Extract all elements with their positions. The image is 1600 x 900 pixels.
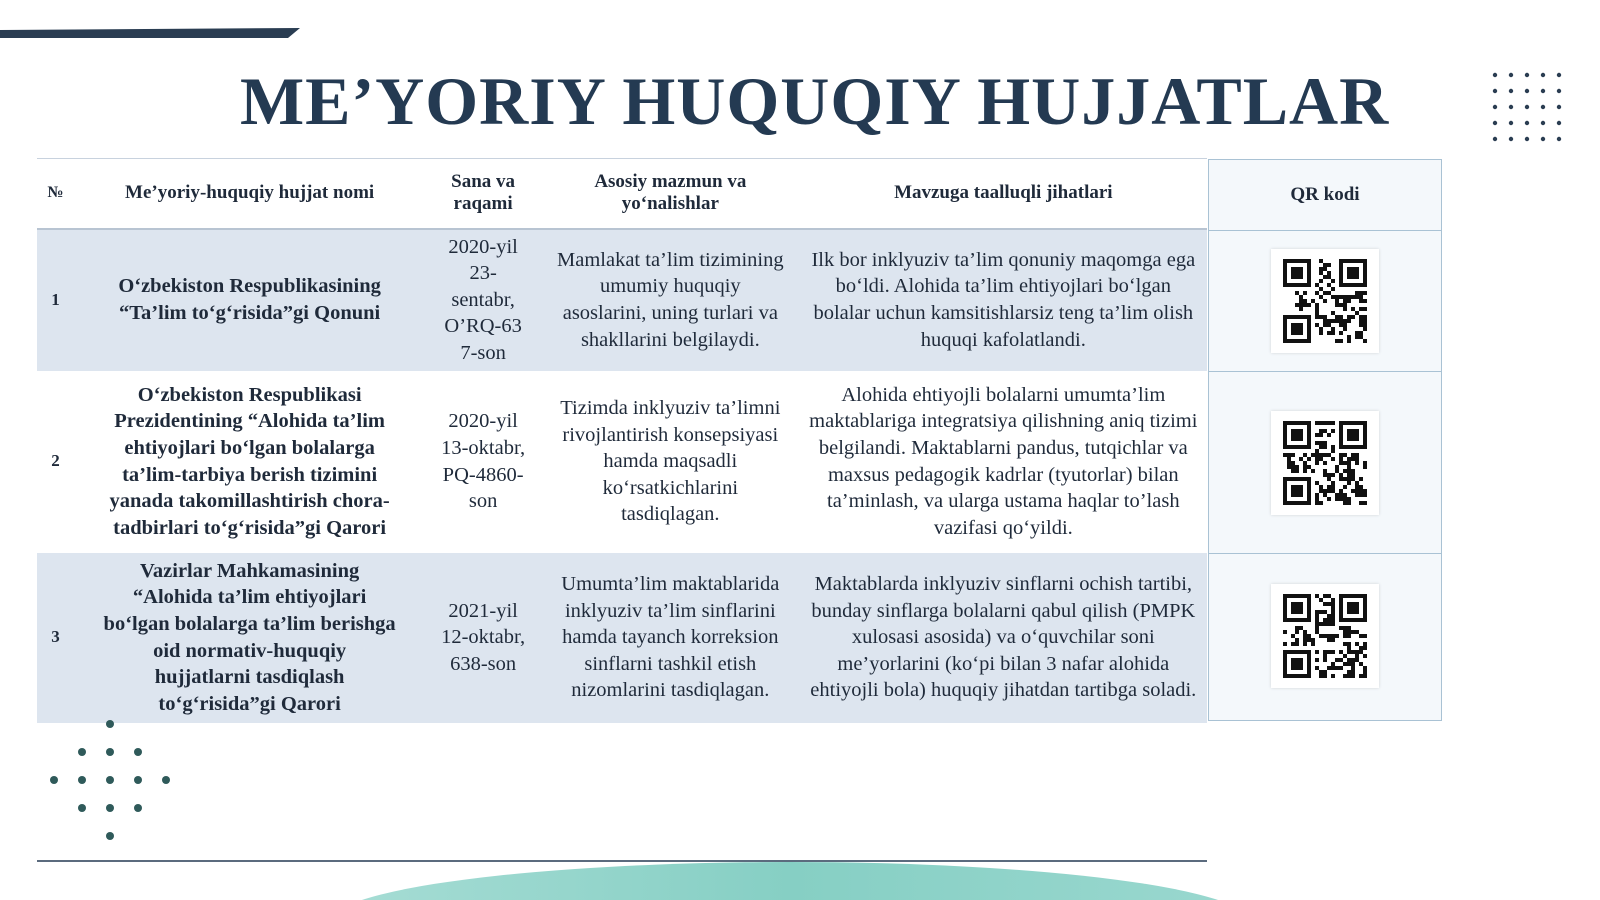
text-line: PQ-4860- xyxy=(442,463,524,486)
footer-accent-arc xyxy=(330,862,1250,900)
header-date-line: raqami xyxy=(453,193,513,215)
table-row xyxy=(37,371,1207,553)
qr-header: QR kodi xyxy=(1209,160,1441,231)
text-line: O‘zbekiston Respublikasining xyxy=(118,275,381,298)
row-number: 2 xyxy=(51,451,60,471)
header-name: Me’yoriy-huquqiy hujjat nomi xyxy=(74,159,425,229)
text-line: 23- xyxy=(469,262,497,285)
text-line: Tizimda inklyuziv ta’limni xyxy=(560,397,781,420)
document-aspects xyxy=(800,229,1207,371)
text-line: belgilandi. Maktablarni pandus, tutqichlar va xyxy=(818,436,1188,459)
text-line: ehtiyojlari bo‘lgan bolalarga xyxy=(124,436,375,459)
text-line: maktablariga integratsiya qilishning aniq tizimi xyxy=(809,410,1198,433)
document-content xyxy=(541,553,800,723)
text-line: 2021-yil xyxy=(448,599,518,622)
document-name xyxy=(74,229,425,371)
header-date xyxy=(425,159,541,229)
table-row xyxy=(37,553,1207,723)
document-content xyxy=(541,371,800,553)
qr-code-icon[interactable] xyxy=(1271,411,1379,515)
text-line: maxsus pedagogik kadrlar (tyutorlar) bilan xyxy=(827,463,1179,486)
qr-cell xyxy=(1209,554,1441,718)
document-date xyxy=(425,553,541,723)
document-aspects xyxy=(800,553,1207,723)
qr-code-icon[interactable] xyxy=(1271,584,1379,688)
text-line: Mamlakat ta’lim tizimining xyxy=(557,248,784,271)
text-line: sinflarni tashkil etish xyxy=(584,652,757,675)
text-line: tadbirlari to‘g‘risida”gi Qarori xyxy=(113,516,387,539)
text-line: ehtiyojli bola) huquqiy jihatdan tartibga soladi. xyxy=(810,679,1197,702)
header-num: № xyxy=(37,159,74,229)
dot-grid-icon xyxy=(1490,70,1570,145)
text-line: inklyuziv ta’lim sinflarini xyxy=(564,599,776,622)
header-aspects: Mavzuga taalluqli jihatlari xyxy=(800,159,1207,229)
qr-code-icon[interactable] xyxy=(1271,249,1379,353)
row-number: 3 xyxy=(37,553,74,723)
text-line: Ilk bor inklyuziv ta’lim qonuniy maqomga ega xyxy=(811,248,1196,271)
text-line: rivojlantirish konsepsiyasi xyxy=(562,423,779,446)
text-line: tasdiqlagan. xyxy=(621,503,720,526)
dot-grid-icon xyxy=(44,718,174,848)
text-line: to‘g‘risida”gi Qarori xyxy=(158,692,341,715)
text-line: hamda tayanch korreksion xyxy=(562,626,779,649)
page-title: ME’YORIY HUQUQIY HUJJATLAR xyxy=(240,63,1390,139)
qr-cell xyxy=(1209,372,1441,554)
document-date xyxy=(425,229,541,371)
text-line: me’yorlarini (ko‘pi bilan 3 nafar alohida xyxy=(837,652,1170,675)
text-line: oid normativ-huquqiy xyxy=(153,639,347,662)
text-line: vazifasi qo‘yildi. xyxy=(933,516,1073,539)
text-line: 7-son xyxy=(460,341,506,364)
text-line: sentabr, xyxy=(451,288,515,311)
document-date xyxy=(425,371,541,553)
table-header-row xyxy=(37,159,1207,229)
header-content-line: Asosiy mazmun va xyxy=(594,171,747,193)
text-line: Umumta’lim maktablarida xyxy=(561,573,780,596)
top-accent-bar xyxy=(0,28,300,38)
footer-divider xyxy=(37,860,1207,862)
text-line: bo‘ldi. Alohida ta’lim ehtiyojlari bo‘lgan xyxy=(835,275,1171,298)
text-line: O’RQ-63 xyxy=(444,315,522,338)
text-line: Alohida ehtiyojli bolalarni umumta’lim xyxy=(841,383,1166,406)
document-aspects xyxy=(800,371,1207,553)
document-name xyxy=(74,553,425,723)
table-row xyxy=(37,229,1207,371)
document-content xyxy=(541,229,800,371)
text-line: xulosasi asosida) va o‘quvchilar soni xyxy=(851,626,1155,649)
text-line: yanada takomillashtirish chora- xyxy=(109,490,390,513)
header-content-line: yo‘nalishlar xyxy=(621,193,719,215)
text-line: bunday sinflarga bolalarni qabul qilish (PMPK xyxy=(811,599,1196,622)
qr-cell xyxy=(1209,231,1441,372)
text-line: bo‘lgan bolalarga ta’lim berishga xyxy=(103,612,396,635)
text-line: Maktablarda inklyuziv sinflarni ochish tartibi, xyxy=(814,573,1193,596)
text-line: 2020-yil xyxy=(448,410,518,433)
document-name xyxy=(74,371,425,553)
text-line: umumiy huquqiy xyxy=(599,275,741,298)
text-line: ta’minlash, va ularga ustama haqlar to’lash xyxy=(827,490,1180,513)
qr-column xyxy=(1208,159,1442,721)
text-line: 13-oktabr, xyxy=(441,436,526,459)
text-line: ko‘rsatkichlarini xyxy=(602,476,739,499)
text-line: O‘zbekiston Respublikasi xyxy=(137,383,362,406)
text-line: 12-oktabr, xyxy=(441,626,526,649)
row-number: 1 xyxy=(37,229,74,371)
text-line: Vazirlar Mahkamasining xyxy=(139,559,360,582)
documents-table xyxy=(37,158,1207,723)
text-line: son xyxy=(468,490,498,513)
text-line: hujjatlarni tasdiqlash xyxy=(154,666,345,689)
header-content xyxy=(541,159,800,229)
text-line: 638-son xyxy=(450,652,517,675)
text-line: hamda maqsadli xyxy=(603,450,738,473)
text-line: huquqi kafolatlandi. xyxy=(920,328,1086,351)
text-line: Prezidentining “Alohida ta’lim xyxy=(114,410,385,433)
text-line: nizomlarini tasdiqlagan. xyxy=(571,679,770,702)
text-line: ta’lim-tarbiya berish tizimini xyxy=(122,463,378,486)
text-line: 2020-yil xyxy=(448,235,518,258)
text-line: asoslarini, uning turlari va xyxy=(562,302,778,324)
text-line: shakllarini belgilaydi. xyxy=(580,328,760,351)
header-date-line: Sana va xyxy=(451,171,516,193)
text-line: “Ta’lim to‘g‘risida”gi Qonuni xyxy=(119,302,381,324)
text-line: bolalar uchun kamsitishlarsiz teng ta’lim olish xyxy=(813,302,1194,324)
text-line: “Alohida ta’lim ehtiyojlari xyxy=(132,586,367,609)
